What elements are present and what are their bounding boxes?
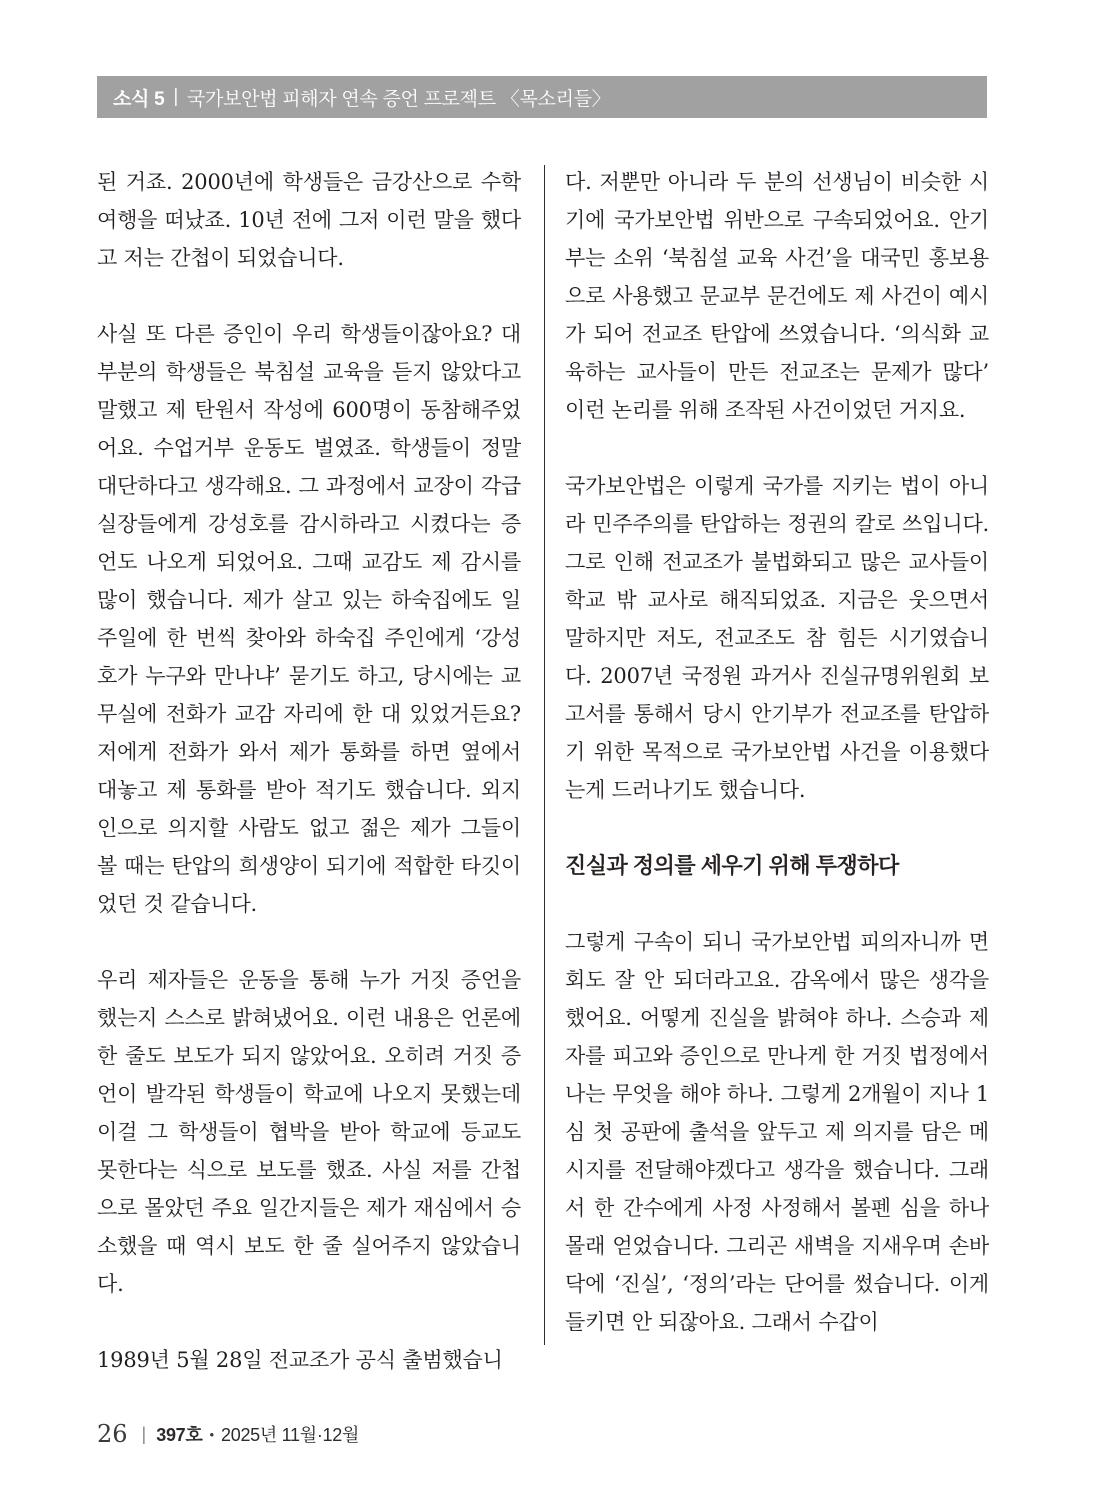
left-column: [97, 163, 521, 1379]
paragraph: 1989년 5월 28일 전교조가 공식 출범했습니: [97, 1348, 503, 1372]
header-separator: |: [173, 86, 178, 107]
section-label: 소식 5: [113, 88, 165, 110]
paragraph: 다. 저뿐만 아니라 두 분의 선생님이 비슷한 시기에 국가보안법 위반으로 구속되었어요. 안기부는 소위 ‘북침설 교육 사건’을 대국민 홍보용으로 사용했고 문교부 문건에도 제 사건이 예시가 되어 전교조 탄압에 쓰였습니다. ‘의식화 교육하는 교사들이 만든 전교조는 문제가 많다’ 이런 논리를 위해 조작된 사건이었던 거지요.: [565, 170, 989, 422]
paragraph: 사실 또 다른 증인이 우리 학생들이잖아요? 대부분의 학생들은 북침설 교육을 듣지 않았다고 말했고 제 탄원서 작성에 600명이 동참해주었어요. 수업거부 운동도 벌였죠. 학생들이 정말 대단하다고 생각해요. 그 과정에서 교장이 각급 실장들에게 강성호를 감시하라고 시켰다는 증언도 나오게 되었어요. 그때 교감도 제 감시를 많이 했습니다. 제가 살고 있는 하숙집에도 일주일에 한 번씩 찾아와 하숙집 주인에게 ‘강성호가 누구와 만나냐’ 묻기도 하고, 당시에는 교무실에 전화가 교감 자리에 한 대 있었거든요? 저에게 전화가 와서 제가 통화를 하면 옆에서 대놓고 제 통화를 받아 적기도 했습니다. 외지인으로 의지할 사람도 없고 젊은 제가 그들이 볼 때는 탄압의 희생양이 되기에 적합한 타깃이었던 것 같습니다.: [97, 322, 521, 916]
footer-separator: |: [141, 1423, 147, 1444]
paragraph: 된 거죠. 2000년에 학생들은 금강산으로 수학 여행을 떠났죠. 10년 전에 그저 이런 말을 했다고 저는 간첩이 되었습니다.: [97, 170, 521, 270]
page-number: 26: [97, 1420, 128, 1448]
section-header-banner: [97, 76, 987, 118]
right-column: [565, 163, 989, 1341]
paragraph: 우리 제자들은 운동을 통해 누가 거짓 증언을 했는지 스스로 밝혀냈어요. 이런 내용은 언론에 한 줄도 보도가 되지 않았어요. 오히려 거짓 증언이 발각된 학생들이 학교에 나오지 못했는데 이걸 그 학생들이 협박을 받아 학교에 등교도 못한다는 식으로 보도를 했죠. 사실 저를 간첩으로 몰았던 주요 일간지들은 제가 재심에서 승소했을 때 역시 보도 한 줄 실어주지 않았습니다.: [97, 968, 521, 1296]
issue-date: 2025년 11월·12월: [221, 1425, 360, 1445]
page-footer: [97, 1420, 359, 1448]
paragraph: 국가보안법은 이렇게 국가를 지키는 법이 아니라 민주주의를 탄압하는 정권의 칼로 쓰입니다. 그로 인해 전교조가 불법화되고 많은 교사들이 학교 밖 교사로 해직되었죠. 지금은 웃으면서 말하지만 저도, 전교조도 참 힘든 시기였습니다. 2007년 국정원 과거사 진실규명위원회 보고서를 통해서 당시 안기부가 전교조를 탄압하기 위한 목적으로 국가보안법 사건을 이용했다는게 드러나기도 했습니다.: [565, 474, 989, 802]
column-divider: [544, 165, 545, 1345]
footer-bullet: •: [209, 1426, 215, 1442]
header-title: 국가보안법 피해자 연속 증언 프로젝트 〈목소리들〉: [187, 88, 611, 110]
paragraph: 그렇게 구속이 되니 국가보안법 피의자니까 면회도 잘 안 되더라고요. 감옥에서 많은 생각을 했어요. 어떻게 진실을 밝혀야 하나. 스승과 제자를 피고와 증인으로 만나게 한 거짓 법정에서 나는 무엇을 해야 하나. 그렇게 2개월이 지나 1심 첫 공판에 출석을 앞두고 제 의지를 담은 메시지를 전달해야겠다고 생각을 했습니다. 그래서 한 간수에게 사정 사정해서 볼펜 심을 하나 몰래 얻었습니다. 그리곤 새벽을 지새우며 손바닥에 ‘진실’, ‘정의’라는 단어를 썼습니다. 이게 들키면 안 되잖아요. 그래서 수갑이: [565, 930, 989, 1334]
issue-number: 397호: [156, 1425, 203, 1445]
section-subheading: 진실과 정의를 세우기 위해 투쟁하다: [565, 853, 899, 878]
